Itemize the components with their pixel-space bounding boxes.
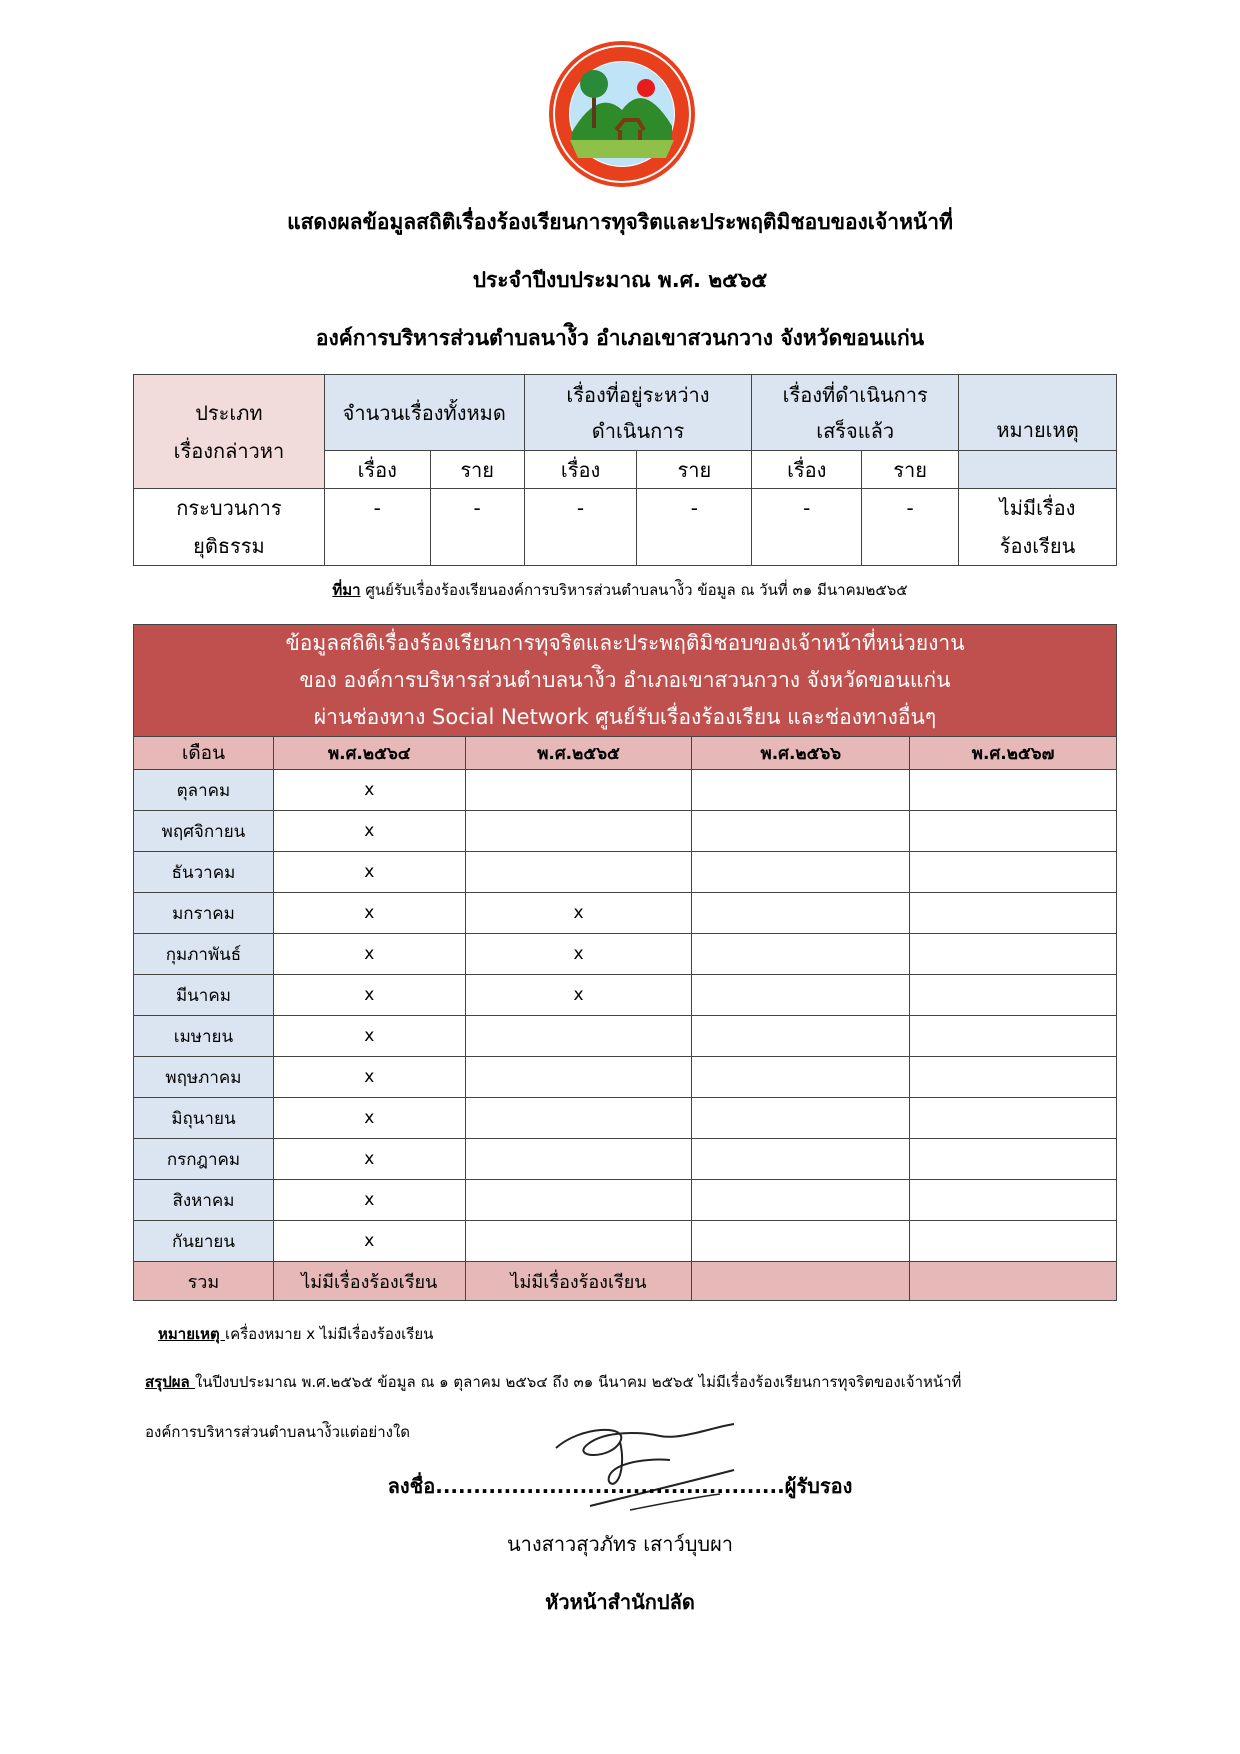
value-cell: - <box>752 489 862 566</box>
mark-cell: x <box>273 852 465 893</box>
table-row <box>134 852 1117 893</box>
header-type <box>134 375 325 489</box>
mark-cell: x <box>273 1016 465 1057</box>
mark-cell: x <box>273 1057 465 1098</box>
sub-story: เรื่อง <box>524 451 637 489</box>
source-note <box>0 578 1240 602</box>
monthly-statistics-table <box>133 624 1117 1301</box>
month-rows <box>134 770 1117 1262</box>
mark-cell <box>465 1139 692 1180</box>
mark-cell: x <box>465 893 692 934</box>
table-row <box>134 1098 1117 1139</box>
signer-position: หัวหน้าสำนักปลัด <box>545 1590 695 1614</box>
row-type-line1: กระบวนการ <box>176 496 282 520</box>
mark-cell: x <box>465 975 692 1016</box>
header-inprogress <box>524 375 752 451</box>
value-cell: - <box>324 489 430 566</box>
org-seal-logo <box>548 40 696 188</box>
total-cell: ไม่มีเรื่องร้องเรียน <box>465 1262 692 1301</box>
title-line-1: แสดงผลข้อมูลสถิติเรื่องร้องเรียนการทุจริตและประพฤติมิชอบของเจ้าหน้าที่ <box>287 210 953 234</box>
row-type <box>134 489 325 566</box>
banner-row <box>134 699 1117 737</box>
sub-case: ราย <box>637 451 752 489</box>
month-cell: มิถุนายน <box>134 1098 274 1139</box>
mark-cell: x <box>273 975 465 1016</box>
mark-cell: x <box>273 934 465 975</box>
mark-cell <box>692 852 910 893</box>
header-year: พ.ศ.๒๕๖๔ <box>273 737 465 770</box>
header-inprogress-line1: เรื่องที่อยู่ระหว่าง <box>566 382 710 407</box>
table-row <box>134 1057 1117 1098</box>
total-cell <box>692 1262 910 1301</box>
mark-cell <box>692 770 910 811</box>
row-remark-line1: ไม่มีเรื่อง <box>999 496 1076 520</box>
sign-line: ลงชื่อ..............................................ผู้รับรอง <box>387 1474 853 1498</box>
header-remark: หมายเหตุ <box>959 375 1117 451</box>
mark-cell <box>692 893 910 934</box>
month-cell: กรกฎาคม <box>134 1139 274 1180</box>
table-row <box>134 1139 1117 1180</box>
total-cell: ไม่มีเรื่องร้องเรียน <box>273 1262 465 1301</box>
total-cell <box>910 1262 1117 1301</box>
table-row <box>134 893 1117 934</box>
table-row <box>134 1221 1117 1262</box>
row-type-line2: ยุติธรรม <box>193 534 265 558</box>
banner-line-1: ข้อมูลสถิติเรื่องร้องเรียนการทุจริตและประพฤติมิชอบของเจ้าหน้าที่หน่วยงาน <box>134 625 1117 663</box>
month-cell: มีนาคม <box>134 975 274 1016</box>
sub-case: ราย <box>862 451 959 489</box>
month-cell: ตุลาคม <box>134 770 274 811</box>
month-cell: มกราคม <box>134 893 274 934</box>
mark-cell <box>910 1098 1117 1139</box>
mark-cell <box>910 1221 1117 1262</box>
banner-line-2: ของ องค์การบริหารส่วนตำบลนาง้ิว อำเภอเขาสวนกวาง จังหวัดขอนแก่น <box>134 662 1117 699</box>
mark-cell <box>692 811 910 852</box>
mark-cell: x <box>273 1221 465 1262</box>
value-cell: - <box>430 489 524 566</box>
mark-cell <box>910 975 1117 1016</box>
mark-cell <box>465 1221 692 1262</box>
header-year: พ.ศ.๒๕๖๕ <box>465 737 692 770</box>
remark-note <box>158 1322 433 1346</box>
total-label: รวม <box>134 1262 274 1301</box>
source-text: ศูนย์รับเรื่องร้องเรียนองค์การบริหารส่วนตำบลนาง้ิว ข้อมูล ณ วันที่ ๓๑ มีนาคม๒๕๖๕ <box>360 581 908 599</box>
month-cell: กุมภาพันธ์ <box>134 934 274 975</box>
mark-cell: x <box>273 811 465 852</box>
header-year: พ.ศ.๒๕๖๗ <box>910 737 1117 770</box>
table-row <box>134 1180 1117 1221</box>
mark-cell: x <box>273 770 465 811</box>
table-row <box>134 1016 1117 1057</box>
table-row <box>134 934 1117 975</box>
month-cell: พฤษภาคม <box>134 1057 274 1098</box>
sub-story: เรื่อง <box>324 451 430 489</box>
mark-cell <box>692 1221 910 1262</box>
signer-name: นางสาวสุวภัทร เสาว์บุบผา <box>506 1532 734 1556</box>
month-cell: กันยายน <box>134 1221 274 1262</box>
mark-cell: x <box>273 1139 465 1180</box>
month-cell: เมษายน <box>134 1016 274 1057</box>
table-row <box>134 489 1117 566</box>
mark-cell <box>465 1098 692 1139</box>
value-cell: - <box>637 489 752 566</box>
mark-cell <box>910 852 1117 893</box>
banner-row <box>134 625 1117 663</box>
mark-cell: x <box>465 934 692 975</box>
summary-text: ในปีงบประมาณ พ.ศ.๒๕๖๕ ข้อมูล ณ ๑ ตุลาคม ๒๕๖๔ ถึง ๓๑ นีนาคม ๒๕๖๕ ไม่มีเรื่องร้องเรียนการทุจริตของเจ้าหน้าที่ <box>194 1373 962 1391</box>
mark-cell <box>910 893 1117 934</box>
mark-cell <box>692 1139 910 1180</box>
total-row <box>134 1262 1117 1301</box>
title-line-3: องค์การบริหารส่วนตำบลนาง้ิว อำเภอเขาสวนกวาง จังหวัดขอนแก่น <box>315 326 925 350</box>
month-cell: พฤศจิกายน <box>134 811 274 852</box>
complaint-summary-table <box>133 374 1117 566</box>
header-type-line1: ประเภท <box>195 400 263 425</box>
table-row <box>134 770 1117 811</box>
header-done <box>752 375 959 451</box>
header-done-line1: เรื่องที่ดำเนินการ <box>782 382 928 407</box>
header-month: เดือน <box>134 737 274 770</box>
mark-cell <box>692 975 910 1016</box>
value-cell: - <box>524 489 637 566</box>
banner-line-3: ผ่านช่องทาง Social Network ศูนย์รับเรื่องร้องเรียน และช่องทางอื่นๆ <box>134 699 1117 737</box>
mark-cell <box>910 1016 1117 1057</box>
month-cell: สิงหาคม <box>134 1180 274 1221</box>
mark-cell <box>910 811 1117 852</box>
mark-cell <box>910 1180 1117 1221</box>
mark-cell <box>910 1139 1117 1180</box>
summary-label: สรุปผล <box>145 1373 195 1391</box>
mark-cell <box>465 770 692 811</box>
remark-sub-empty <box>959 451 1117 489</box>
note-label: หมายเหตุ <box>158 1325 225 1343</box>
mark-cell <box>910 770 1117 811</box>
month-cell: ธันวาคม <box>134 852 274 893</box>
mark-cell <box>692 1180 910 1221</box>
banner-row <box>134 662 1117 699</box>
table-row <box>134 975 1117 1016</box>
mark-cell <box>692 1016 910 1057</box>
summary-line-2: องค์การบริหารส่วนตำบลนาง้ิวแต่อย่างใด <box>145 1423 411 1441</box>
mark-cell <box>692 1098 910 1139</box>
source-label: ที่มา <box>332 581 361 599</box>
header-total: จำนวนเรื่องทั้งหมด <box>324 375 524 451</box>
header-type-line2: เรื่องกล่าวหา <box>173 438 285 463</box>
title-line-2: ประจำปีงบประมาณ พ.ศ. ๒๕๖๕ <box>472 268 768 292</box>
mark-cell <box>910 934 1117 975</box>
table-row <box>134 811 1117 852</box>
mark-cell <box>692 934 910 975</box>
mark-cell <box>465 811 692 852</box>
row-remark <box>959 489 1117 566</box>
summary-line-1 <box>145 1370 1095 1394</box>
mark-cell <box>465 1057 692 1098</box>
header-done-line2: เสร็จแล้ว <box>816 418 895 443</box>
sub-case: ราย <box>430 451 524 489</box>
sub-story: เรื่อง <box>752 451 862 489</box>
mark-cell: x <box>273 893 465 934</box>
note-text: เครื่องหมาย x ไม่มีเรื่องร้องเรียน <box>224 1325 434 1343</box>
mark-cell: x <box>273 1098 465 1139</box>
mark-cell <box>465 1016 692 1057</box>
mark-cell <box>692 1057 910 1098</box>
header-inprogress-line2: ดำเนินการ <box>591 418 685 443</box>
value-cell: - <box>862 489 959 566</box>
row-remark-line2: ร้องเรียน <box>999 534 1076 558</box>
column-header-row <box>134 737 1117 770</box>
mark-cell <box>465 1180 692 1221</box>
mark-cell <box>910 1057 1117 1098</box>
mark-cell: x <box>273 1180 465 1221</box>
header-year: พ.ศ.๒๕๖๖ <box>692 737 910 770</box>
handwritten-signature <box>550 1418 740 1518</box>
mark-cell <box>465 852 692 893</box>
